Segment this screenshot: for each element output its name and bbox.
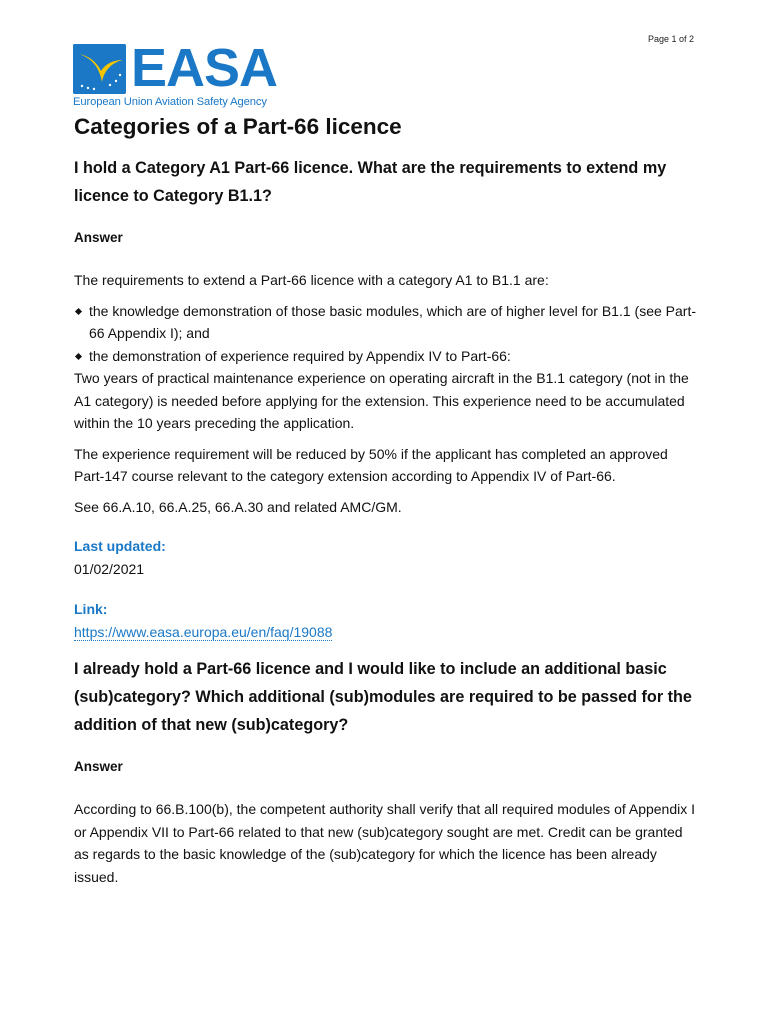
- bullet-icon: [75, 352, 82, 359]
- last-updated-value: 01/02/2021: [74, 561, 145, 577]
- list-item: [74, 345, 696, 368]
- agency-name: European Union Aviation Safety Agency: [73, 96, 267, 108]
- page-number: Page 1 of 2: [647, 34, 694, 44]
- faq-link[interactable]: https://www.easa.europa.eu/en/faq/19088: [74, 623, 333, 640]
- easa-wordmark: EASA: [131, 38, 278, 98]
- faq2-answer-heading: Answer: [74, 759, 123, 774]
- last-updated-label: Last updated:: [74, 538, 166, 554]
- list-item-text: the knowledge demonstration of those basic modules, which are of higher level for B1.1 (see Part-66 Appendix I); and: [89, 302, 696, 341]
- faq1-see-paragraph: See 66.A.10, 66.A.25, 66.A.30 and related AMC/GM.: [74, 498, 402, 515]
- faq2-paragraph: According to 66.B.100(b), the competent authority shall verify that all required modules of Appendix I or Appendix VII to Part-66 related to that new (sub)category sought are met. Credit can be granted as regards to the basic knowledge of the (sub)category for which the licence has been already issued.: [74, 801, 696, 885]
- faq1-answer-heading: Answer: [74, 230, 123, 245]
- easa-logo-mark-icon: [73, 44, 126, 94]
- easa-logo[interactable]: [73, 38, 283, 112]
- faq1-question: I hold a Category A1 Part-66 licence. What are the requirements to extend my licence to Category B1.1?: [74, 159, 667, 205]
- faq2-question: I already hold a Part-66 licence and I would like to include an additional basic (sub)category? Which additional (sub)modules are required to be passed for the addition of that new (sub)category?: [74, 660, 692, 734]
- faq1-reduction-paragraph: The experience requirement will be reduced by 50% if the applicant has completed an approved Part-147 course relevant to the category extension according to Appendix IV of Part-66.: [74, 445, 668, 484]
- list-item-text: the demonstration of experience required by Appendix IV to Part-66:: [89, 347, 511, 364]
- page-title: Categories of a Part-66 licence: [74, 114, 402, 139]
- faq1-intro: The requirements to extend a Part-66 licence with a category A1 to B1.1 are:: [74, 272, 549, 288]
- link-label: Link:: [74, 600, 108, 617]
- faq1-experience-paragraph: Two years of practical maintenance experience on operating aircraft in the B1.1 category (not in the A1 category) is needed before applying for the extension. This experience need to be accumulated within the 10 years preceding the application.: [74, 370, 689, 431]
- document-body: [74, 108, 696, 896]
- faq1-requirements-list: [74, 300, 696, 368]
- bullet-icon: [75, 307, 82, 314]
- list-item: [74, 300, 696, 345]
